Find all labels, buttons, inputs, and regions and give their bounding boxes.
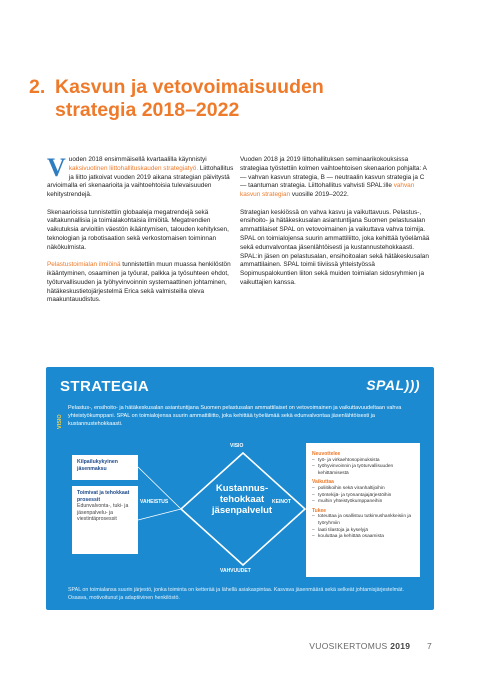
- processes-title: Toimivat ja tehokkaat prosessit: [77, 490, 130, 503]
- diagram-label-bottom: VAHVUUDET: [220, 568, 251, 574]
- dropcap: V: [47, 153, 66, 182]
- center-line-2: tehokkaat: [219, 494, 265, 505]
- left-p1-highlight: kaksivuotinen liittohallituskauden strategiatyö.: [68, 164, 199, 172]
- diagram-label-right: KEINOT: [272, 499, 291, 505]
- strategy-diagram: [60, 443, 420, 577]
- strategy-panel: [46, 367, 434, 610]
- membership-fee-box: Kilpailukykyinen jäsenmaksu: [72, 455, 138, 480]
- visio-text: Pelastus-, ensihoito- ja hätäkeskusalan asiantuntijana Suomen pelastusalan ammattilaiset on vetovoimainen ja vaikuttavuudeltaan vahva yhteistyökumppani. SPAL on toimialojensa suurin ammattiliitto, joka kehittää työelämää sekä edunvalvontaa jäsenlähtöisesti ja kustannustehokkaasti.: [68, 405, 402, 428]
- center-line-1: Kustannus-: [215, 483, 269, 494]
- list-item: – kouluttaa ja kehittää osaamista: [312, 534, 414, 541]
- means-heading-3: Tukee: [312, 507, 327, 514]
- left-p1-text-2: Liittohallitus ja liitto jatkoivat vuoden 2019 aikana strategian päivitystä arvioimalla eri skenaarioita ja vaihtoehtoisia tulevaisuuden kehitystrendejä.: [47, 164, 234, 199]
- list-item: – laati tilastoja ja kyselyjä: [312, 528, 414, 535]
- right-p1-highlight: vahvan kasvun strategian: [240, 182, 415, 199]
- visio-tag: [57, 403, 66, 439]
- means-heading-1: Neuvottelee: [312, 451, 341, 457]
- left-paragraph-3: [47, 261, 237, 305]
- list-item: – työntekijä- ja työnantajajärjestöihin: [312, 493, 414, 500]
- page-number: 7: [426, 641, 432, 651]
- list-item: – työ- ja virkaehtosopimuksista: [312, 458, 414, 465]
- right-paragraph-1: [240, 156, 430, 200]
- center-line-3: jäsenpalvelut: [211, 505, 273, 516]
- diagram-label-top: VISIO: [230, 443, 244, 449]
- left-paragraph-1: [47, 153, 237, 200]
- processes-text: Edunvalvonta-, tuki- ja jäsenpalvelu- ja viestintäprosessit: [77, 503, 129, 523]
- means-box: [306, 443, 420, 577]
- list-item: – työhyvinvoinnin ja työturvallisuuden kehittämisestä: [312, 464, 414, 477]
- means-heading-2: Vaikuttaa: [312, 479, 334, 486]
- list-item: – muihin yhteistyökumppaneihin: [312, 499, 414, 506]
- processes-box: [72, 486, 138, 554]
- page-title: [29, 76, 324, 122]
- visio-tag-text: VISIO: [57, 414, 63, 429]
- spal-logo: SPAL))): [366, 377, 420, 393]
- left-p1-text: uoden 2018 ensimmäisellä kvartaalilla käynnistyi: [68, 156, 207, 163]
- panel-footnote: SPAL on toimialansa suurin järjestö, jonka toiminta on ketterää ja lähellä asiakaspintaa. Kasvava jäsenmäärä sekä selkeät johtamisjärjestelmät. Osaava, motivoitunut ja adaptiivinen henkilöstö.: [68, 587, 404, 601]
- footer-label: VUOSIKERTOMUS: [309, 641, 388, 651]
- list-item: – toteuttaa ja osallistuu tutkimushankkeisiin ja työryhmiin: [312, 514, 414, 527]
- title-line-1: Kasvun ja vetovoimaisuuden: [55, 76, 324, 98]
- left-column: [47, 153, 237, 314]
- list-item: – poliitikoihin sekä viranhaltijoihin: [312, 486, 414, 493]
- diagram-label-left: VAHEISTUS: [140, 499, 169, 505]
- footer-year: 2019: [390, 641, 411, 651]
- left-p3-text: tunnistettiin muun muassa henkilöstön ikääntyminen, osaaminen ja työurat, palkka ja työsuhteen ehdot, työturvallisuuden ja työhyvinvoinnin systemaattinen johtaminen, hätäkeskustietojärjestelmä Erica sekä valmisteilla oleva maakuntauudistus.: [47, 261, 231, 304]
- page-footer: [309, 641, 432, 651]
- right-column: [240, 156, 430, 296]
- left-p3-highlight: Pelastustoimialan ilmiöinä: [47, 261, 121, 269]
- section-number: 2.: [29, 76, 46, 98]
- panel-title: STRATEGIA: [60, 378, 150, 395]
- right-p1-text-2: vuosille 2019–2022.: [290, 191, 349, 199]
- title-line-2: strategia 2018–2022: [55, 99, 240, 121]
- right-paragraph-2: Strategian keskiössä on vahva kasvu ja vaikuttavuus. Pelastus-, ensihoito- ja hätäkeskusalan asiantuntijana Suomen pelastusalan ammattilaiset SPAL on vetovoimainen ja vaikuttava vahva toimija. SPAL on toimialojensa suurin ammattiliitto, joka kehittää työelämää sekä edunvalvontaa jäsenlähtöisesti ja kustannustehokkaasti. SPAL:in jäsen on pelastusalan, ensihoitoalan sekä hätäkeskusalan ammattilainen. SPAL toimii tiiviissä yhteistyössä Sopimuspalokuntien liiton sekä muiden toimialan sidosryhmien ja vaikuttajien kanssa.: [240, 208, 430, 286]
- right-p1-text: Vuoden 2018 ja 2019 liittohallituksen seminaarikokouksissa strategiaa työstettiin kolmen vaihtoehtoisen skenaarion pohjalta: A — vahvan kasvun strategia, B — neutraalin kasvun strategia ja C — taantuman strategia. Liittohallitus vahvisti SPAL:ille: [240, 156, 427, 190]
- diagram-center-text: [192, 483, 292, 516]
- left-paragraph-2: Skenaarioissa tunnistettiin globaaleja megatrendejä sekä valtakunnallisia ja toimialakohtaisia ilmiöitä. Megatrendien vaikutuksia arvioitiin väestön ikääntymisen, talouden kehityksen, teknologian ja robotisaation sekä verkostomaisen toiminnan näkökulmista.: [47, 208, 229, 251]
